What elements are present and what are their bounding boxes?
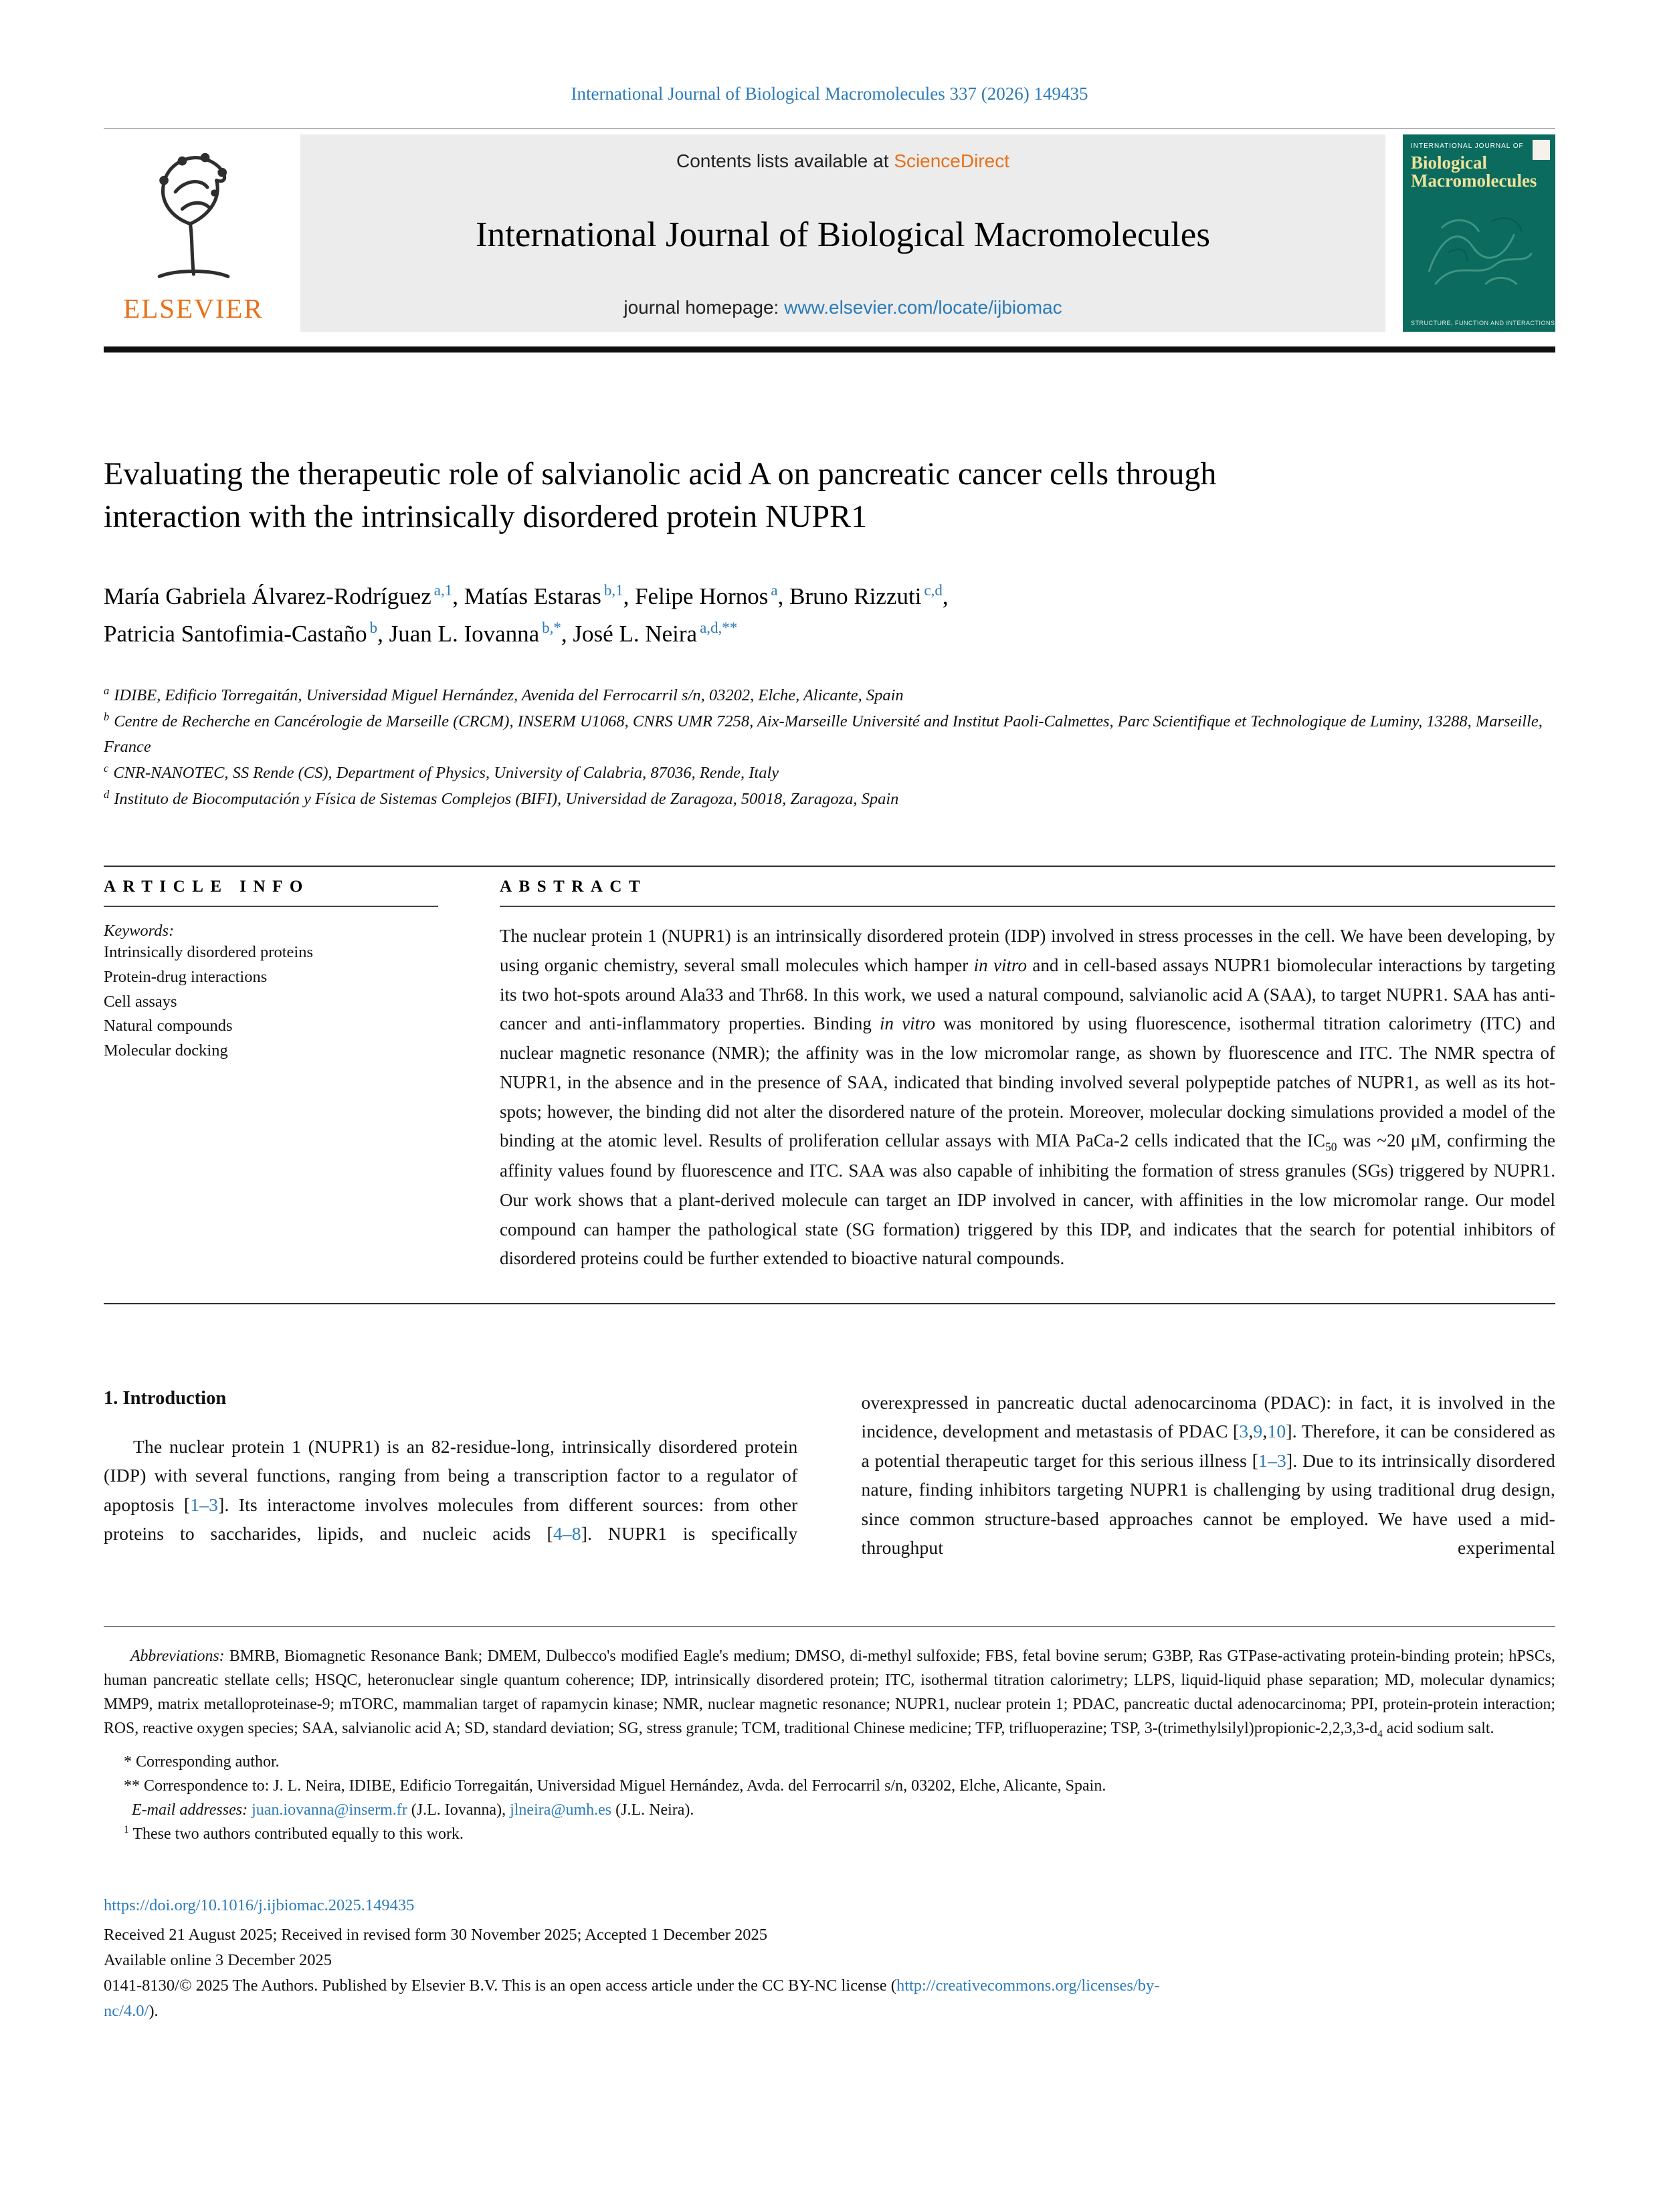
inline-link[interactable]: http://creativecommons.org/licenses/by- xyxy=(896,1977,1160,1995)
abstract-text: The nuclear protein 1 (NUPR1) is an intrinsically disordered protein (IDP) involved in stress processes in the cell. We have been developing, by using organic chemistry, several small molecules which hamper in vitro and in cell-based assays NUPR1 biomolecular interactions by targeting its two hot-spots around Ala33 and Thr68. In this work, we used a natural compound, salvianolic acid A (SAA), to target NUPR1. SAA has anti-cancer and anti-inflammatory properties. Binding in vitro was monitored by using fluorescence, isothermal titration calorimetry (ITC) and nuclear magnetic resonance (NMR); the affinity was in the low micromolar range, as shown by fluorescence and ITC. The NMR spectra of NUPR1, in the absence and in the presence of SAA, indicated that binding involved several polypeptide patches of NUPR1, as well as its hot-spots; however, the binding did not alter the disordered nature of the protein. Moreover, molecular docking simulations provided a model of the binding at the atomic level. Results of proliferation cellular assays with MIA PaCa-2 cells indicated that the $IC_{50}$ was ~20 μM, confirming the affinity values found by fluorescence and ITC. SAA was also capable of inhibiting the formation of stress granules (SGs) triggered by NUPR1. Our work shows that a plant-derived molecule can target an IDP involved in cancer, with affinities in the low micromolar range. Our model compound can hamper the pathological state (SG formation) triggered by this IDP, and indicates that the search for potential inhibitors of disordered proteins could be further extended to bioactive natural compounds. xyxy=(500,926,1555,1269)
keyword-text: Cell assays xyxy=(104,992,177,1011)
elsevier-logo xyxy=(104,134,283,332)
keyword xyxy=(104,990,438,1015)
affiliation xyxy=(104,708,1555,760)
affiliation-marker: b xyxy=(104,710,110,723)
inline-link[interactable]: 4–8 xyxy=(553,1523,581,1544)
homepage-link[interactable]: www.elsevier.com/locate/ijbiomac xyxy=(784,297,1062,318)
abstract-heading: ABSTRACT xyxy=(500,867,1555,907)
article-title: Evaluating the therapeutic role of salvianolic acid A on pancreatic cancer cells through interaction with the intrinsically disordered protein NUPR1 xyxy=(104,456,1217,535)
affiliation xyxy=(104,786,1555,812)
keyword xyxy=(104,1014,438,1039)
author-affiliation-marker[interactable]: b,1 xyxy=(603,581,623,599)
author-name: Matías Estaras xyxy=(464,583,601,609)
cover-masthead-line1: Biological xyxy=(1411,153,1487,173)
author xyxy=(635,583,789,609)
affiliation xyxy=(104,682,1555,708)
keywords-label: Keywords: xyxy=(104,922,175,940)
contents-prefix: Contents lists available at xyxy=(676,150,894,171)
inline-link[interactable]: 9 xyxy=(1253,1421,1263,1442)
keyword-text: Protein-drug interactions xyxy=(104,967,268,986)
author xyxy=(464,583,635,609)
author xyxy=(573,621,737,647)
abbreviations: Abbreviations: BMRB, Biomagnetic Resonance Bank; DMEM, Dulbecco's modified Eagle's medium; DMSO, di-methyl sulfoxide; FBS, fetal bovine serum; G3BP, Ras GTPase-activating protein-binding protein; hPSCs, human pancreatic stellate cells; HSQC, heteronuclear single quantum coherence; IDP, intrinsically disordered protein; ITC, isothermal titration calorimetry; LLPS, liquid-liquid phase separation; MD, molecular dynamics; MMP9, matrix metalloproteinase-9; mTORC, mammalian target of rapamycin kinase; NMR, nuclear magnetic resonance; NUPR1, nuclear protein 1; PDAC, pancreatic ductal adenocarcinoma; PPI, protein-protein interaction; ROS, reactive oxygen species; SAA, salvianolic acid A; SD, standard deviation; SG, stress granule; TCM, traditional Chinese medicine; TFP, trifluoperazine; TSP, $3-(trimethylsilyl)propionic-2,2,3,3-d_4$ acid sodium salt. xyxy=(104,1647,1556,1740)
keyword-text: Molecular docking xyxy=(104,1041,228,1060)
affiliation-list xyxy=(104,682,1555,812)
affiliation-text: CNR-NANOTEC, SS Rende (CS), Department of Physics, University of Calabria, 87036, Rende, Italy xyxy=(113,764,779,782)
sciencedirect-link[interactable]: ScienceDirect xyxy=(894,150,1009,171)
journal-header xyxy=(104,128,1555,332)
author-separator: , xyxy=(561,620,573,647)
inline-link[interactable]: 10 xyxy=(1267,1421,1286,1442)
homepage-label: journal homepage: xyxy=(623,297,785,318)
affiliation-text: Centre de Recherche en Cancérologie de Marseille (CRCM), INSERM U1068, CNRS UMR 7258, Aix-Marseille Université and Institut Paoli-Calmettes, Parc Scientifique et Technologique de Luminy, 13288, Marseille, France xyxy=(104,712,1543,756)
inline-link[interactable]: juan.iovanna@inserm.fr xyxy=(252,1801,407,1819)
affiliation-text: IDIBE, Edificio Torregaitán, Universidad Miguel Hernández, Avenida del Ferrocarril s/n, 03202, Elche, Alicante, Spain xyxy=(114,686,904,704)
cover-publisher-badge xyxy=(1533,140,1550,160)
elsevier-wordmark: ELSEVIER xyxy=(123,293,264,324)
cover-masthead xyxy=(1411,154,1547,190)
keyword-text: Natural compounds xyxy=(104,1017,233,1035)
body-columns xyxy=(104,1388,1555,1563)
author-affiliation-marker[interactable]: b,* xyxy=(542,619,561,636)
cover-masthead-line2: Macromolecules xyxy=(1411,171,1537,191)
inline-link[interactable]: nc/4.0/ xyxy=(104,2002,149,2021)
received-line: Received 21 August 2025; Received in revised form 30 November 2025; Accepted 1 December 2025 xyxy=(104,1926,767,1944)
author-name: José L. Neira xyxy=(573,620,698,647)
author-affiliation-marker[interactable]: a,1 xyxy=(433,581,453,599)
inline-link[interactable]: 1–3 xyxy=(190,1494,219,1515)
affiliation-marker: a xyxy=(104,684,110,697)
article-info-abstract-block xyxy=(104,866,1555,1304)
cover-series-line: INTERNATIONAL JOURNAL OF xyxy=(1411,142,1524,150)
affiliation-text: Instituto de Biocomputación y Física de Sistemas Complejos (BIFI), Universidad de Zaragoza, 50018, Zaragoza, Spain xyxy=(114,790,899,809)
intro-paragraph-right: overexpressed in pancreatic ductal adenocarcinoma (PDAC): in fact, it is involved in the incidence, development and metastasis of PDAC [3,9,10]. Therefore, it can be considered as a potential therapeutic target for this serious illness [1–3]. Due to its intrinsically disordered nature, finding inhibitors targeting NUPR1 is challenging by using traditional drug design, since common structure-based approaches cannot be employed. We have used a mid-throughput experimental xyxy=(861,1391,1555,1559)
author-separator: , xyxy=(942,583,949,609)
author xyxy=(104,583,464,609)
footnote-block xyxy=(104,1626,1555,1847)
doi-link[interactable]: https://doi.org/10.1016/j.ijbiomac.2025.149435 xyxy=(104,1896,415,1915)
keywords-list xyxy=(104,940,438,1064)
keyword-text: Intrinsically disordered proteins xyxy=(104,943,313,962)
cover-footer-line: STRUCTURE, FUNCTION AND INTERACTIONS xyxy=(1411,320,1555,326)
author-name: Felipe Hornos xyxy=(635,583,769,609)
author-affiliation-marker[interactable]: c,d xyxy=(924,581,943,599)
copyright-line: 0141-8130/© 2025 The Authors. Published by Elsevier B.V. This is an open access article under the CC BY-NC license (http://creativecommons.org/licenses/by- nc/4.0/). xyxy=(104,1977,1160,2021)
affiliation-marker: c xyxy=(104,761,109,775)
author xyxy=(104,621,389,647)
author-affiliation-marker[interactable]: a,d,** xyxy=(700,619,738,636)
header-divider-bar xyxy=(104,346,1555,353)
abstract-column xyxy=(500,867,1555,1274)
author xyxy=(389,621,573,647)
affiliation xyxy=(104,760,1555,786)
journal-title: International Journal of Biological Macromolecules xyxy=(476,215,1210,254)
author-name: Juan L. Iovanna xyxy=(389,620,540,647)
footnote-corresponding: * Corresponding author. xyxy=(124,1753,280,1771)
available-line: Available online 3 December 2025 xyxy=(104,1951,332,1970)
author-separator: , xyxy=(377,620,389,647)
author-line-2 xyxy=(104,615,1555,653)
section-heading-introduction: 1. Introduction xyxy=(104,1387,227,1409)
article-info-column xyxy=(104,867,438,1274)
body-column-left xyxy=(104,1388,798,1563)
footnote-emails: E-mail addresses: juan.iovanna@inserm.fr (J.L. Iovanna), jlneira@umh.es (J.L. Neira). xyxy=(132,1801,694,1819)
keyword xyxy=(104,1039,438,1064)
footnote-equal-contribution: $^1$ These two authors contributed equally to this work. xyxy=(124,1824,464,1843)
author-name: Patricia Santofimia-Castaño xyxy=(104,620,367,647)
keyword xyxy=(104,965,438,990)
author-separator: , xyxy=(623,583,636,609)
author-separator: , xyxy=(452,583,464,609)
body-column-right xyxy=(862,1388,1556,1563)
journal-citation: International Journal of Biological Macromolecules 337 (2026) 149435 xyxy=(571,84,1088,104)
homepage-line xyxy=(623,297,1062,318)
author-name: María Gabriela Álvarez-Rodríguez xyxy=(104,583,431,609)
author-affiliation-marker[interactable]: b xyxy=(369,619,378,636)
author-separator: , xyxy=(777,583,790,609)
intro-paragraph-left: The nuclear protein 1 (NUPR1) is an 82-residue-long, intrinsically disordered protein (IDP) with several functions, ranging from being a transcription factor to a regulator of apoptosis [1–3]. Its interactome involves molecules from different sources: from other proteins to saccharides, lipids, and nucleic acids [4–8]. NUPR1 is specifically xyxy=(104,1435,798,1544)
publication-info xyxy=(104,1893,1555,2024)
author-list xyxy=(104,578,1555,653)
cover-artwork-icon xyxy=(1411,197,1547,297)
contents-line xyxy=(676,150,1009,172)
author-line-1 xyxy=(104,578,1555,615)
inline-link[interactable]: jlneira@umh.es xyxy=(510,1801,612,1819)
author-name: Bruno Rizzuti xyxy=(789,583,922,609)
inline-link[interactable]: 1–3 xyxy=(1258,1449,1286,1471)
author xyxy=(789,583,949,609)
keyword xyxy=(104,940,438,965)
inline-link[interactable]: 3 xyxy=(1239,1421,1249,1442)
footnote-correspondence-to: ** Correspondence to: J. L. Neira, IDIBE, Edificio Torregaitán, Universidad Miguel Hernández, Avda. del Ferrocarril s/n, 03202, Elche, Alicante, Spain. xyxy=(124,1777,1106,1795)
journal-cover xyxy=(1403,134,1555,332)
author-affiliation-marker[interactable]: a xyxy=(771,581,778,599)
affiliation-marker: d xyxy=(104,787,110,801)
elsevier-tree-icon xyxy=(125,144,262,286)
article-info-heading: ARTICLE INFO xyxy=(104,867,438,907)
journal-banner xyxy=(300,134,1385,332)
